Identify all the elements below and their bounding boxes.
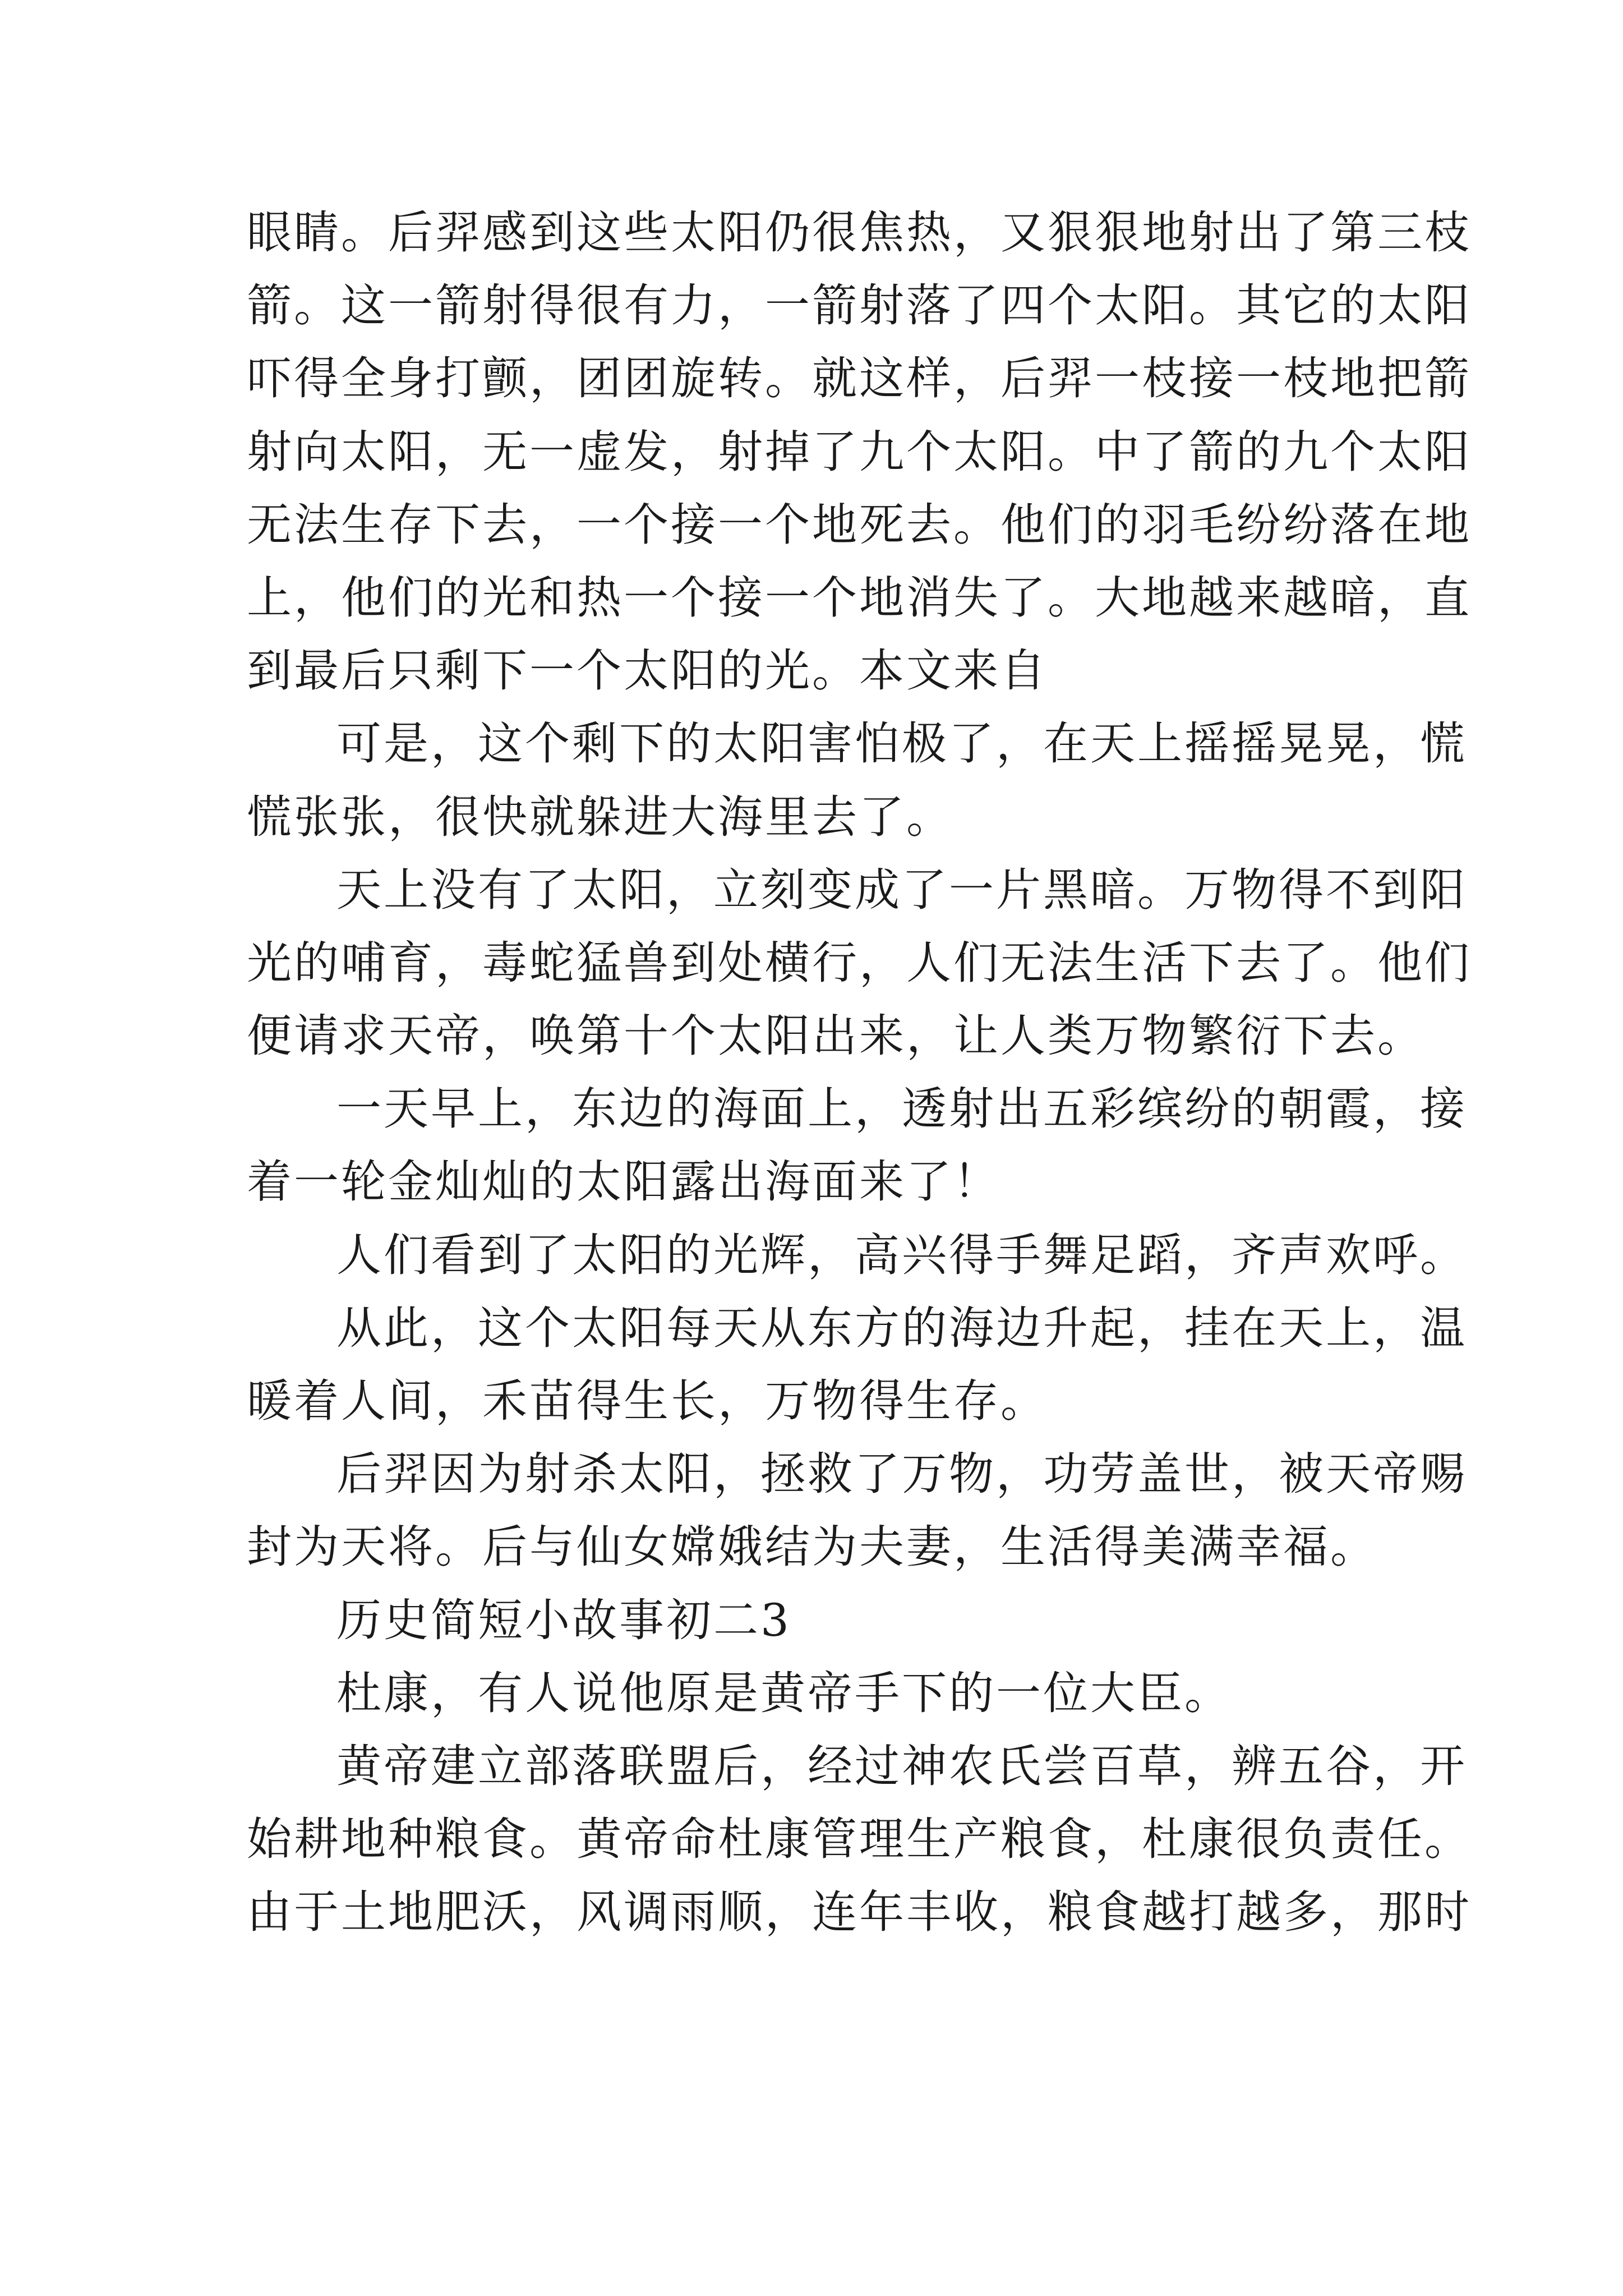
text-line: 杜康，有人说他原是黄帝手下的一位大臣。 — [336, 1667, 1232, 1719]
text-line: 着一轮金灿灿的太阳露出海面来了！ — [247, 1156, 1000, 1208]
text-line: 到最后只剩下一个太阳的光。本文来自 — [247, 645, 1048, 697]
text-line: 暖着人间，禾苗得生长，万物得生存。 — [247, 1375, 1048, 1427]
text-line: 封为天将。后与仙女嫦娥结为夫妻，生活得美满幸福。 — [247, 1521, 1377, 1573]
text-line: 天上没有了太阳，立刻变成了一片黑暗。万物得不到阳 — [336, 863, 1467, 916]
text-line: 黄帝建立部落联盟后，经过神农氏尝百草，辨五谷，开 — [336, 1740, 1467, 1792]
text-line: 可是，这个剩下的太阳害怕极了，在天上摇摇晃晃，慌 — [336, 717, 1467, 770]
text-line: 射向太阳，无一虚发，射掉了九个太阳。中了箭的九个太阳 — [247, 425, 1472, 478]
text-line: 慌张张，很快就躲进大海里去了。 — [247, 790, 953, 843]
text-line: 上，他们的光和热一个接一个地消失了。大地越来越暗，直 — [247, 571, 1472, 624]
text-line: 一天早上，东边的海面上，透射出五彩缤纷的朝霞，接 — [336, 1083, 1467, 1135]
text-block — [247, 196, 1472, 1949]
text-line: 由于土地肥沃，风调雨顺，连年丰收，粮食越打越多，那时 — [247, 1886, 1472, 1939]
text-line: 光的哺育，毒蛇猛兽到处横行，人们无法生活下去了。他们 — [247, 936, 1472, 989]
text-line: 始耕地种粮食。黄帝命杜康管理生产粮食，杜康很负责任。 — [247, 1813, 1472, 1866]
text-line: 人们看到了太阳的光辉，高兴得手舞足蹈，齐声欢呼。 — [336, 1228, 1467, 1281]
document-body — [247, 196, 1472, 1949]
text-line: 后羿因为射杀太阳，拯救了万物，功劳盖世，被天帝赐 — [336, 1448, 1467, 1501]
text-line: 无法生存下去，一个接一个地死去。他们的羽毛纷纷落在地 — [247, 498, 1472, 551]
section-heading: 历史简短小故事初二3 — [336, 1594, 791, 1646]
text-line: 眼睛。后羿感到这些太阳仍很焦热，又狠狠地射出了第三枝 — [247, 206, 1472, 259]
text-line: 从此，这个太阳每天从东方的海边升起，挂在天上，温 — [336, 1301, 1467, 1354]
text-line: 箭。这一箭射得很有力，一箭射落了四个太阳。其它的太阳 — [247, 279, 1472, 332]
text-line: 吓得全身打颤，团团旋转。就这样，后羿一枝接一枝地把箭 — [247, 352, 1472, 405]
text-line: 便请求天帝，唤第十个太阳出来，让人类万物繁衍下去。 — [247, 1010, 1424, 1062]
